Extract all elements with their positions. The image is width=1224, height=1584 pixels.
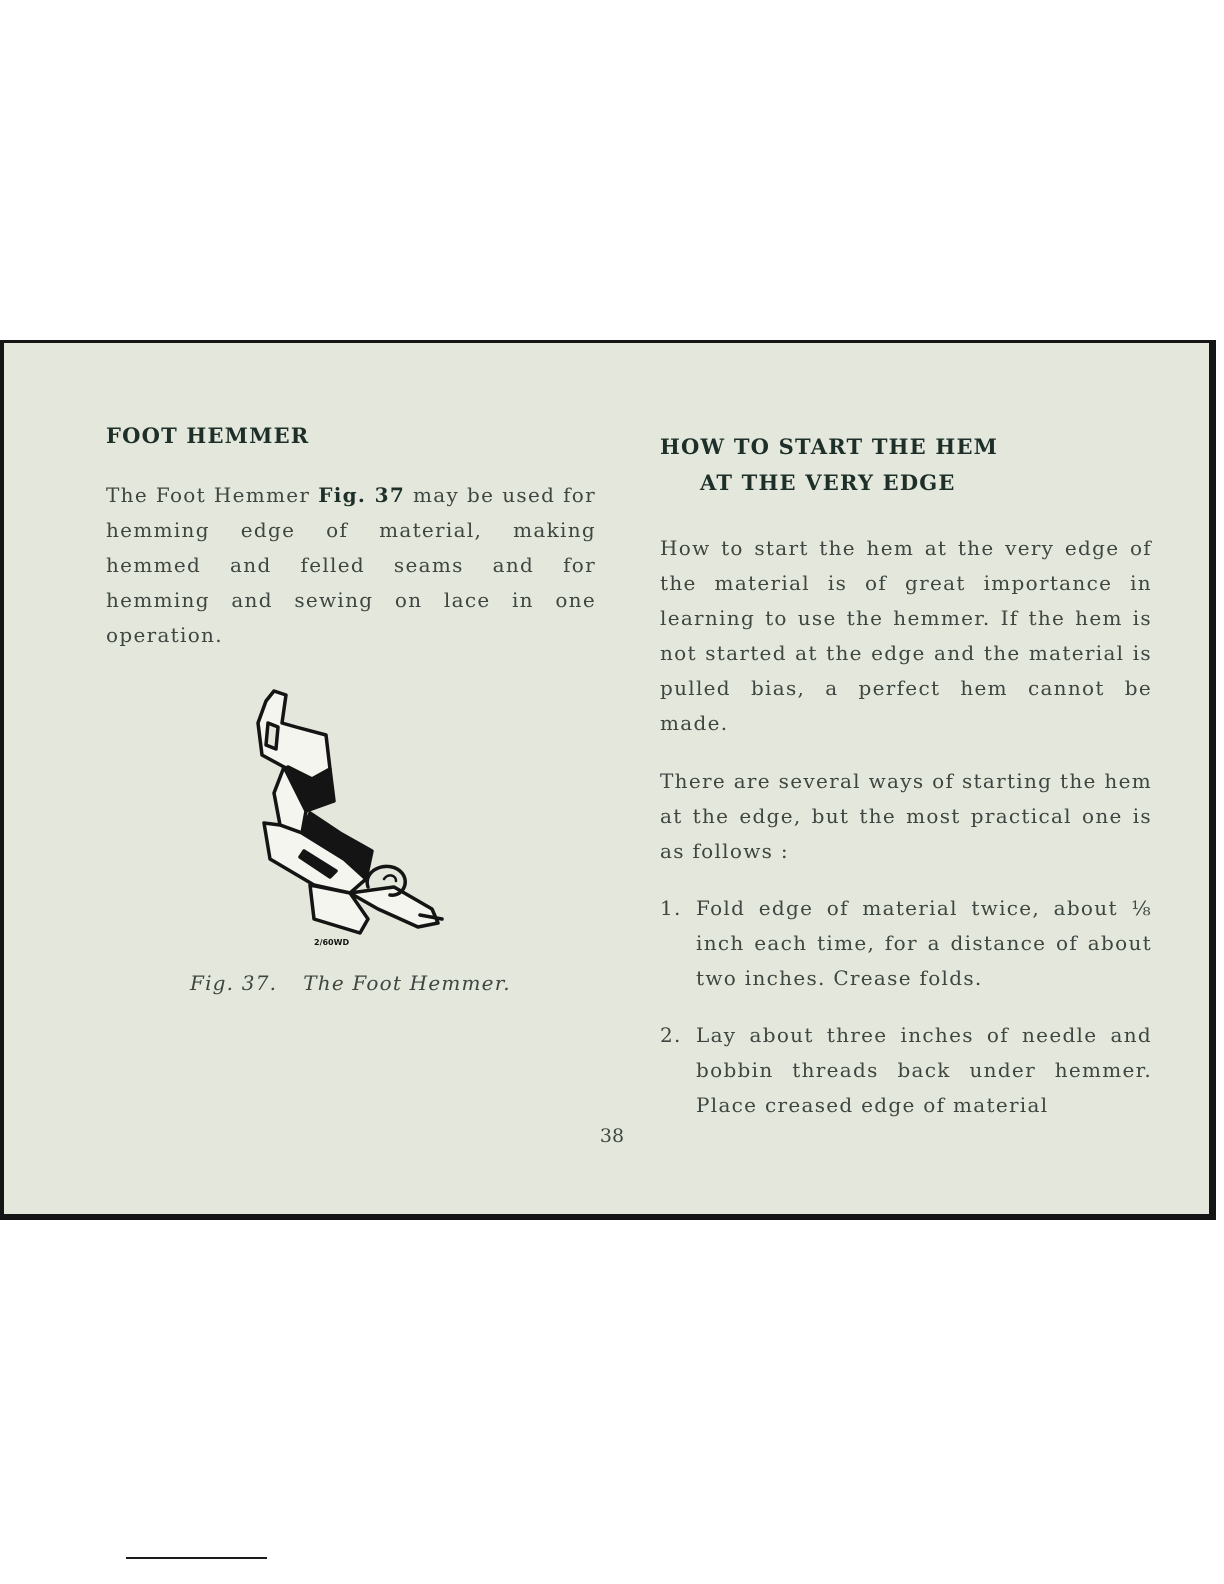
list-item: [660, 1018, 1152, 1123]
figure-caption: [190, 971, 511, 995]
step-number: 1.: [660, 896, 682, 920]
start-hem-paragraph-2: There are several ways of starting the hem at the edge, but the most practical one is as follows :: [660, 769, 1152, 863]
page-number: 38: [599, 1125, 625, 1147]
hem-steps-list: [660, 891, 1152, 1123]
start-hem-paragraph-1: How to start the hem at the very edge of the material is of great importance in learning to use the hemmer. If the hem is not started at the edge and the material is pulled bias, a perfect hem cannot be made.: [660, 536, 1152, 735]
step-text: Fold edge of material twice, about ⅛ inch each time, for a distance of about two inches. Crease folds.: [696, 896, 1152, 990]
list-item: [660, 891, 1152, 996]
footnote-divider: [126, 1557, 267, 1559]
foot-hemmer-illustration-icon: [244, 683, 464, 963]
start-hem-heading-line1: HOW TO START THE HEM: [660, 434, 999, 459]
step-number: 2.: [660, 1023, 682, 1047]
right-column: [660, 429, 1152, 1145]
step-text: Lay about three inches of needle and bobbin threads back under hemmer. Place creased edge of material: [696, 1023, 1152, 1117]
foot-hemmer-heading: FOOT HEMMER: [106, 423, 310, 448]
part-number-label: 2/60WD: [314, 938, 350, 947]
left-column: [106, 423, 596, 653]
start-hem-heading: [660, 429, 1152, 501]
start-hem-heading-line2: AT THE VERY EDGE: [700, 470, 956, 495]
figure-caption-title: The Foot Hemmer.: [303, 971, 511, 995]
figure-caption-label: Fig. 37.: [190, 971, 278, 995]
fig-reference: Fig. 37: [318, 483, 406, 507]
manual-page: [0, 340, 1216, 1220]
foot-hemmer-intro: The Foot Hemmer Fig. 37 may be used for hemming edge of material, making hemmed and felled seams and for hemming and sewing on lace in one operation.: [106, 483, 597, 647]
